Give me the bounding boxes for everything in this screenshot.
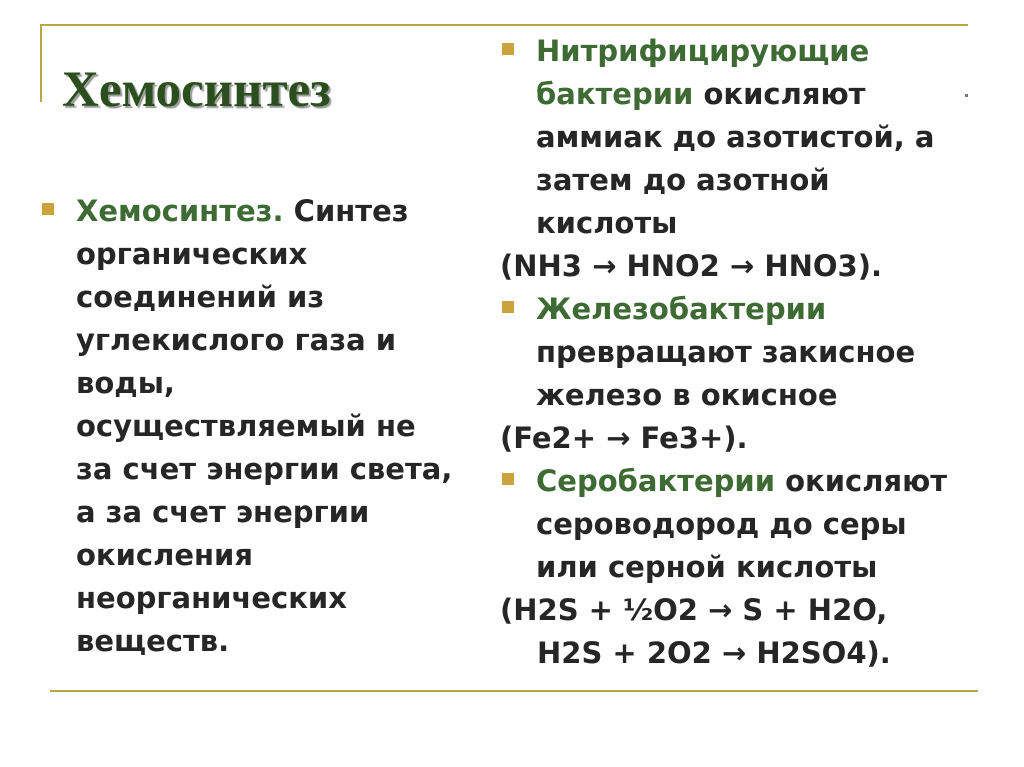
definition-text: Синтез xyxy=(293,194,409,228)
definition-line: веществ. xyxy=(76,624,230,658)
bottom-rule xyxy=(50,690,978,692)
bullet-nitrifying-bacteria xyxy=(500,30,1000,245)
definition-line-1 xyxy=(76,190,495,233)
formula-nitrification: (NH3 → HNO2 → HNO3). xyxy=(500,249,882,283)
definition-line: осуществляемый не xyxy=(76,409,416,443)
sulfur-line-1 xyxy=(536,460,1000,503)
bullet-sulfur-bacteria xyxy=(500,460,1000,589)
formula-sulfur-1: (H2S + ½O2 → S + H2O, xyxy=(500,593,888,627)
iron-line: железо в окисное xyxy=(536,378,838,412)
bullet-chemosynthesis xyxy=(40,190,495,663)
definition-line: за счет энергии света, xyxy=(76,452,453,486)
definition-line: органических xyxy=(76,237,308,271)
nitrifying-line: затем до азотной xyxy=(536,163,830,197)
sulfur-line: или серной кислоты xyxy=(536,550,878,584)
square-bullet-icon xyxy=(502,473,514,485)
slide-title: Хемосинтез xyxy=(62,62,331,118)
right-column xyxy=(500,30,1000,675)
nitrifying-line: аммиак до азотистой, а xyxy=(536,120,935,154)
definition-line: а за счет энергии xyxy=(76,495,370,529)
square-bullet-icon xyxy=(502,43,514,55)
definition-line: неорганических xyxy=(76,581,347,615)
term-nitrifying: Нитрифицирующие xyxy=(536,34,870,68)
term-chemosynthesis: Хемосинтез. xyxy=(76,194,284,228)
definition-line: окисления xyxy=(76,538,254,572)
sulfur-line: сероводород до серы xyxy=(536,507,907,541)
iron-line: превращают закисное xyxy=(536,335,916,369)
term-bacteria: бактерии xyxy=(536,77,694,111)
term-iron-bacteria: Железобактерии xyxy=(536,292,827,326)
definition-line: воды, xyxy=(76,366,175,400)
left-rule xyxy=(40,24,42,102)
nitrifying-line: кислоты xyxy=(536,206,678,240)
bullet-iron-bacteria xyxy=(500,288,1000,417)
left-column xyxy=(40,190,495,663)
formula-iron: (Fe2+ → Fe3+). xyxy=(500,421,748,455)
top-rule xyxy=(40,24,968,26)
square-bullet-icon xyxy=(42,203,54,215)
definition-line: углекислого газа и xyxy=(76,323,397,357)
definition-line: соединений из xyxy=(76,280,325,314)
sulfur-verb: окисляют xyxy=(785,464,948,498)
nitrifying-line-2 xyxy=(536,73,1000,116)
square-bullet-icon xyxy=(502,301,514,313)
nitrifying-verb: окисляют xyxy=(703,77,866,111)
formula-sulfur-2: H2S + 2O2 → H2SO4). xyxy=(537,636,891,670)
term-sulfur-bacteria: Серобактерии xyxy=(536,464,776,498)
